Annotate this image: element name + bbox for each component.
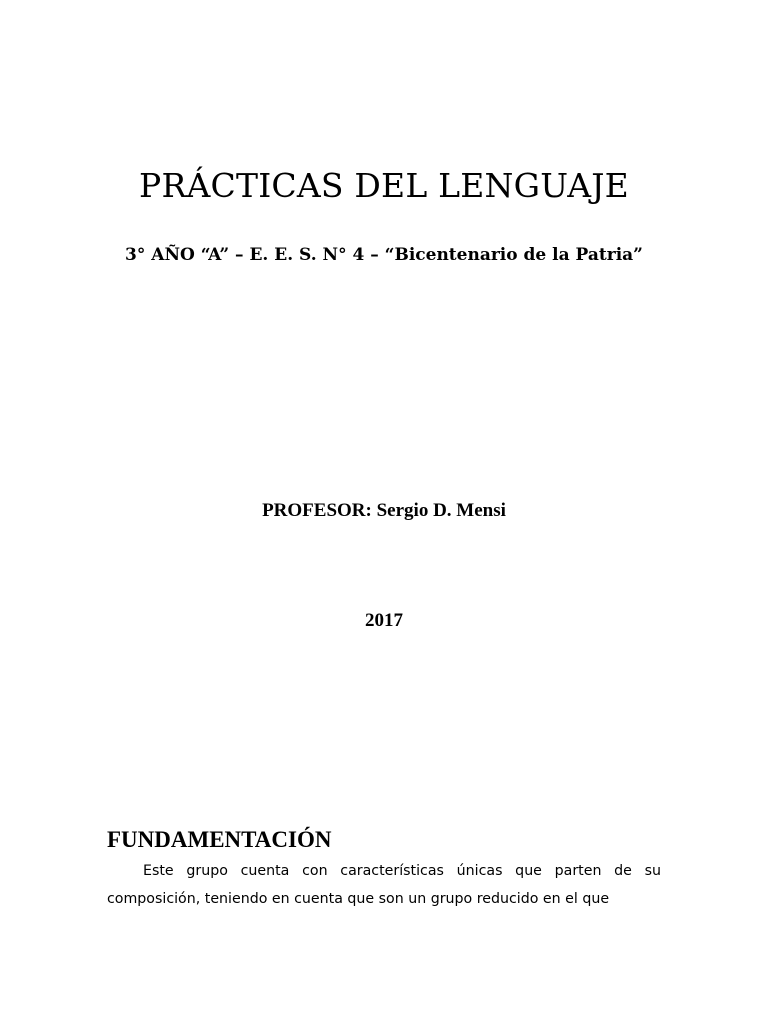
- professor-line: PROFESOR: Sergio D. Mensi: [262, 500, 506, 521]
- document-title: PRÁCTICAS DEL LENGUAJE: [139, 166, 629, 205]
- section-body-paragraph: Este grupo cuenta con características únicas que parten de su composición, teniendo en cuenta que son un grupo reducido en el que: [107, 863, 661, 907]
- document-subtitle: 3° AÑO “A” – E. E. S. N° 4 – “Bicentenario de la Patria”: [125, 245, 643, 265]
- section-heading-fundamentacion: FUNDAMENTACIÓN: [107, 827, 332, 852]
- document-year: 2017: [365, 610, 403, 631]
